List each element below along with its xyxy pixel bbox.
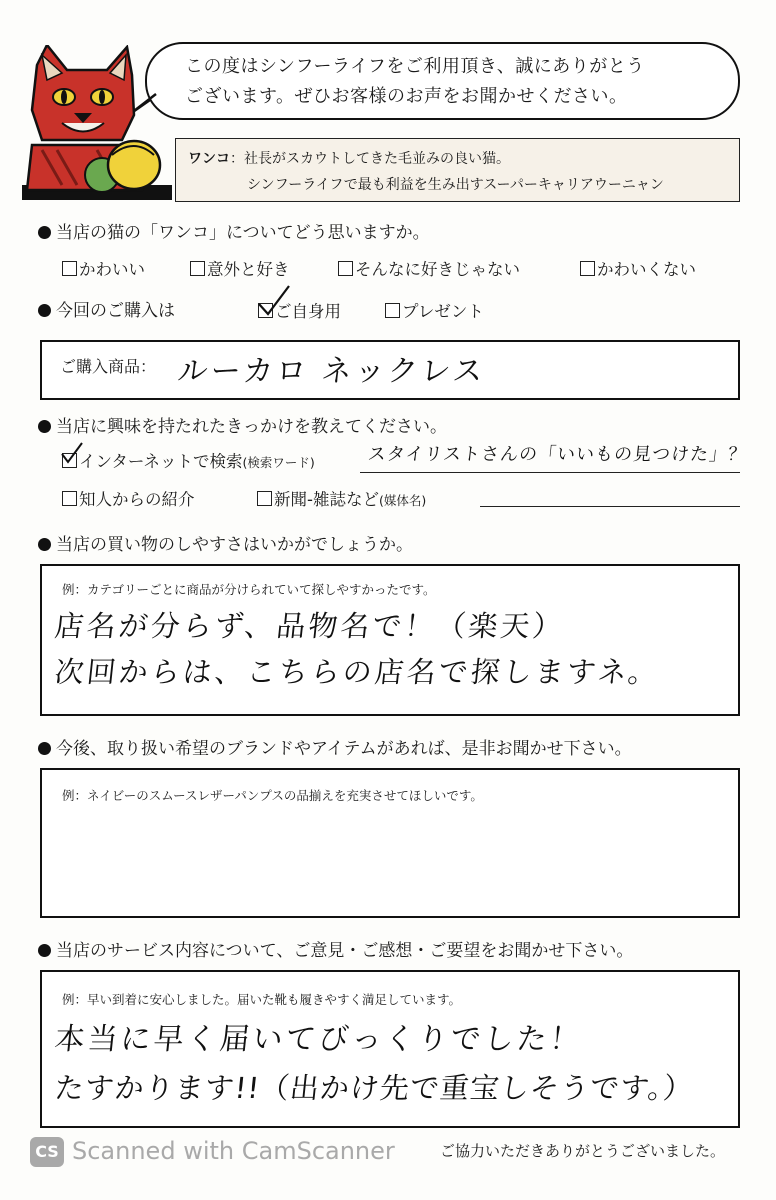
q1-option-3[interactable]: [338, 256, 520, 280]
bullet-icon: [38, 226, 51, 239]
checkmark-icon: [60, 440, 84, 466]
q1-option-1[interactable]: [62, 256, 145, 280]
q1-option-1-label: かわいい: [79, 260, 145, 279]
question-5-text: 今後、取り扱い希望のブランドやアイテムがあれば、是非お聞かせ下さい。: [56, 739, 632, 759]
q3-option-media[interactable]: [257, 486, 426, 510]
q3-option-internet-label: インターネットで検索: [79, 452, 243, 471]
greeting-text: [185, 52, 645, 112]
bullet-icon: [38, 944, 51, 957]
q1-option-3-label: そんなに好きじゃない: [355, 260, 520, 279]
question-3: [38, 412, 447, 437]
greeting-line-1: この度はシンフーライフをご利用頂き、誠にありがとう: [185, 56, 645, 77]
checkbox-icon[interactable]: [190, 261, 205, 276]
wanko-description: ：社長がスカウトしてきた毛並みの良い猫。: [230, 151, 510, 167]
q6-answer-line-1: 本当に早く届いてびっくりでした！: [52, 1022, 585, 1057]
q1-option-4-label: かわいくない: [597, 260, 696, 279]
search-word-underline: [360, 472, 740, 473]
question-1-text: 当店の猫の「ワンコ」についてどう思いますか。: [56, 223, 430, 243]
q3-option-referral[interactable]: [62, 486, 195, 510]
camscanner-text: Scanned with CamScanner: [72, 1137, 395, 1165]
question-3-text: 当店に興味を持たれたきっかけを教えてください。: [56, 417, 447, 437]
q1-option-2[interactable]: [190, 256, 290, 280]
checkbox-icon[interactable]: [580, 261, 595, 276]
checkbox-icon[interactable]: [62, 491, 77, 506]
q6-example: 例：早い到着に安心しました。届いた靴も履きやすく満足しています。: [62, 992, 462, 1007]
media-label: (媒体名): [378, 493, 427, 508]
q2-option-self-label: ご自身用: [275, 302, 341, 321]
media-underline: [480, 506, 740, 507]
question-2-text: 今回のご購入は: [56, 301, 175, 321]
thanks-text: ご協力いただきありがとうございました。: [440, 1142, 726, 1160]
q3-option-media-label: 新聞-雑誌など: [274, 490, 379, 509]
checkmark-icon: [256, 284, 292, 318]
checkbox-icon[interactable]: [385, 303, 400, 318]
wanko-name: ワンコ: [188, 151, 230, 167]
q3-option-referral-label: 知人からの紹介: [79, 490, 195, 509]
q1-option-2-label: 意外と好き: [207, 260, 290, 279]
q1-option-4[interactable]: [580, 256, 696, 280]
checkbox-icon[interactable]: [338, 261, 353, 276]
q2-option-gift-label: プレゼント: [402, 302, 484, 321]
wanko-description-line-2: シンフーライフで最も利益を生み出すスーパーキャリアウーニャン: [247, 177, 664, 193]
q2-option-gift[interactable]: [385, 298, 484, 322]
checkbox-icon[interactable]: [62, 261, 77, 276]
bullet-icon: [38, 742, 51, 755]
question-2: [38, 296, 175, 321]
question-5: [38, 734, 632, 759]
question-4: [38, 530, 413, 555]
question-6-text: 当店のサービス内容について、ご意見・ご感想・ご要望をお聞かせ下さい。: [56, 941, 634, 961]
q3-option-internet[interactable]: [62, 448, 315, 472]
question-1: [38, 218, 430, 243]
q4-answer-line-1: 店名が分らず、品物名で！（楽天）: [53, 609, 567, 643]
q4-example: 例：カテゴリーごとに商品が分けられていて探しやすかったです。: [62, 582, 436, 597]
product-value[interactable]: ルーカロ ネックレス: [175, 354, 488, 389]
bullet-icon: [38, 304, 51, 317]
greeting-line-2: ございます。ぜひお客様のお声をお聞かせください。: [185, 86, 628, 107]
camscanner-watermark: [30, 1137, 395, 1167]
q6-answer-line-2: たすかります!!（出かけ先で重宝しそうです。）: [53, 1071, 696, 1105]
question-6: [38, 936, 633, 961]
bullet-icon: [38, 538, 51, 551]
question-4-text: 当店の買い物のしやすさはいかがでしょうか。: [56, 535, 413, 555]
wanko-description-line-1: [188, 148, 510, 168]
cat-illustration: [22, 45, 172, 200]
q5-example: 例：ネイビーのスムースレザーパンプスの品揃えを充実させてほしいです。: [62, 788, 483, 803]
camscanner-logo-icon: CS: [30, 1137, 64, 1167]
search-word-value[interactable]: スタイリストさんの「いいもの見つけた」？: [366, 444, 749, 465]
bullet-icon: [38, 420, 51, 433]
checkbox-icon[interactable]: [257, 491, 272, 506]
search-word-label: (検索ワード): [242, 455, 315, 470]
q4-answer-line-2: 次回からは、こちらの店名で探しますネ。: [53, 655, 662, 689]
product-label: ご購入商品：: [60, 357, 157, 376]
